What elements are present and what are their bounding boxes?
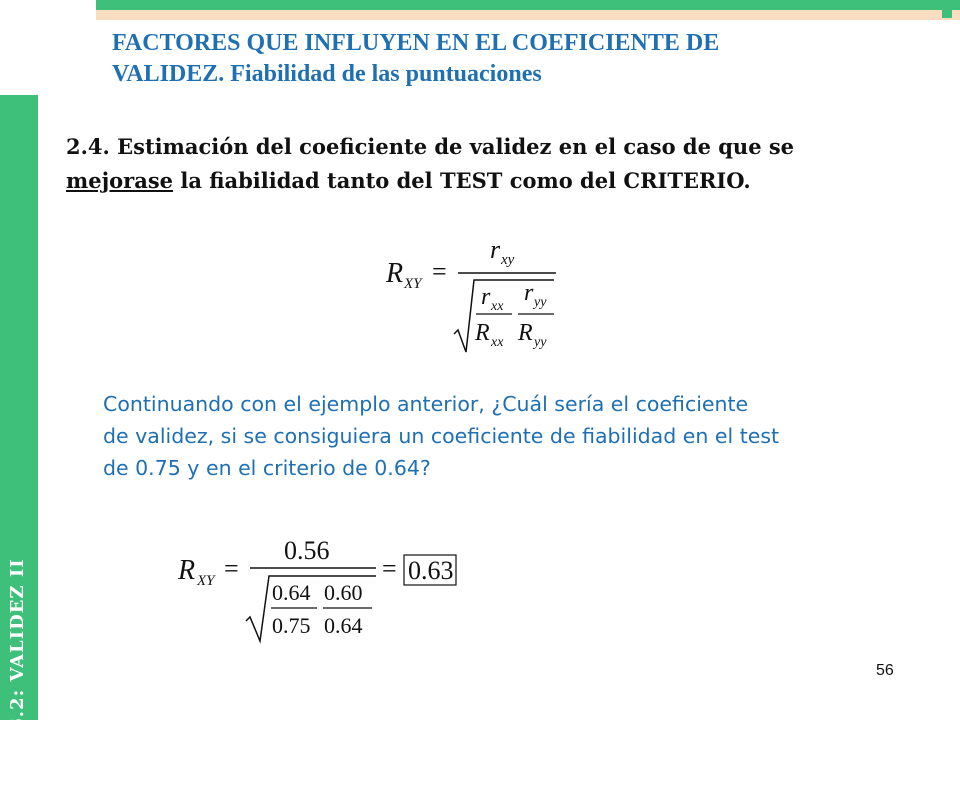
formula-frac2-numerator: r bbox=[524, 280, 534, 306]
sidebar-label: TEMA 6.2: VALIDEZ II bbox=[7, 558, 28, 803]
top-accent-bar-light bbox=[96, 10, 960, 20]
sidebar bbox=[0, 95, 38, 803]
example-frac1-denominator: 0.75 bbox=[272, 613, 311, 638]
page-title-line1: FACTORES QUE INFLUYEN EN EL COEFICIENTE DE bbox=[112, 30, 720, 56]
example-formula bbox=[172, 533, 462, 645]
example-result: 0.63 bbox=[408, 556, 454, 585]
corner-square bbox=[942, 8, 952, 18]
question-line2: de validez, si se consiguiera un coeficiente de fiabilidad en el test bbox=[103, 424, 780, 448]
validity-formula bbox=[378, 238, 568, 358]
example-frac2-numerator: 0.60 bbox=[324, 580, 363, 605]
example-lhs-subscript: XY bbox=[197, 573, 215, 589]
page-title-line2: VALIDEZ. Fiabilidad de las puntuaciones bbox=[112, 61, 542, 87]
formula-frac2-denominator-subscript: yy bbox=[534, 335, 547, 350]
example-lhs: R bbox=[178, 555, 196, 586]
section-heading-rest: la fiabilidad tanto del TEST como del CRITERIO. bbox=[173, 168, 751, 193]
formula-frac2-denominator: R bbox=[518, 320, 533, 346]
example-numerator: 0.56 bbox=[284, 536, 330, 565]
underlined-word: mejorase bbox=[66, 168, 174, 193]
section-heading bbox=[66, 130, 926, 198]
formula-frac1-denominator: R bbox=[475, 320, 490, 346]
formula-frac1-denominator-subscript: xx bbox=[491, 335, 504, 350]
page-title bbox=[112, 28, 892, 90]
formula-frac1-numerator-subscript: xx bbox=[491, 299, 504, 314]
formula-lhs-subscript: XY bbox=[404, 276, 422, 292]
example-equals-result: = bbox=[382, 554, 397, 583]
formula-numerator: r bbox=[490, 238, 501, 264]
question-line3: de 0.75 y en el criterio de 0.64? bbox=[103, 456, 431, 480]
question-text bbox=[103, 388, 953, 484]
page-number: 56 bbox=[876, 662, 894, 679]
formula-lhs: R bbox=[386, 258, 404, 289]
section-heading-line2 bbox=[66, 164, 926, 198]
formula-frac2-numerator-subscript: yy bbox=[534, 295, 547, 310]
formula-frac1-numerator: r bbox=[481, 284, 491, 310]
top-accent-bar bbox=[96, 0, 960, 10]
section-heading-line1: 2.4. Estimación del coeficiente de validez en el caso de que se bbox=[66, 134, 795, 159]
example-frac1-numerator: 0.64 bbox=[272, 580, 311, 605]
question-line1: Continuando con el ejemplo anterior, ¿Cuál sería el coeficiente bbox=[103, 392, 749, 416]
example-frac2-denominator: 0.64 bbox=[324, 613, 363, 638]
formula-numerator-subscript: xy bbox=[501, 252, 515, 268]
formula-equals: = bbox=[432, 257, 447, 286]
example-equals: = bbox=[224, 554, 239, 583]
